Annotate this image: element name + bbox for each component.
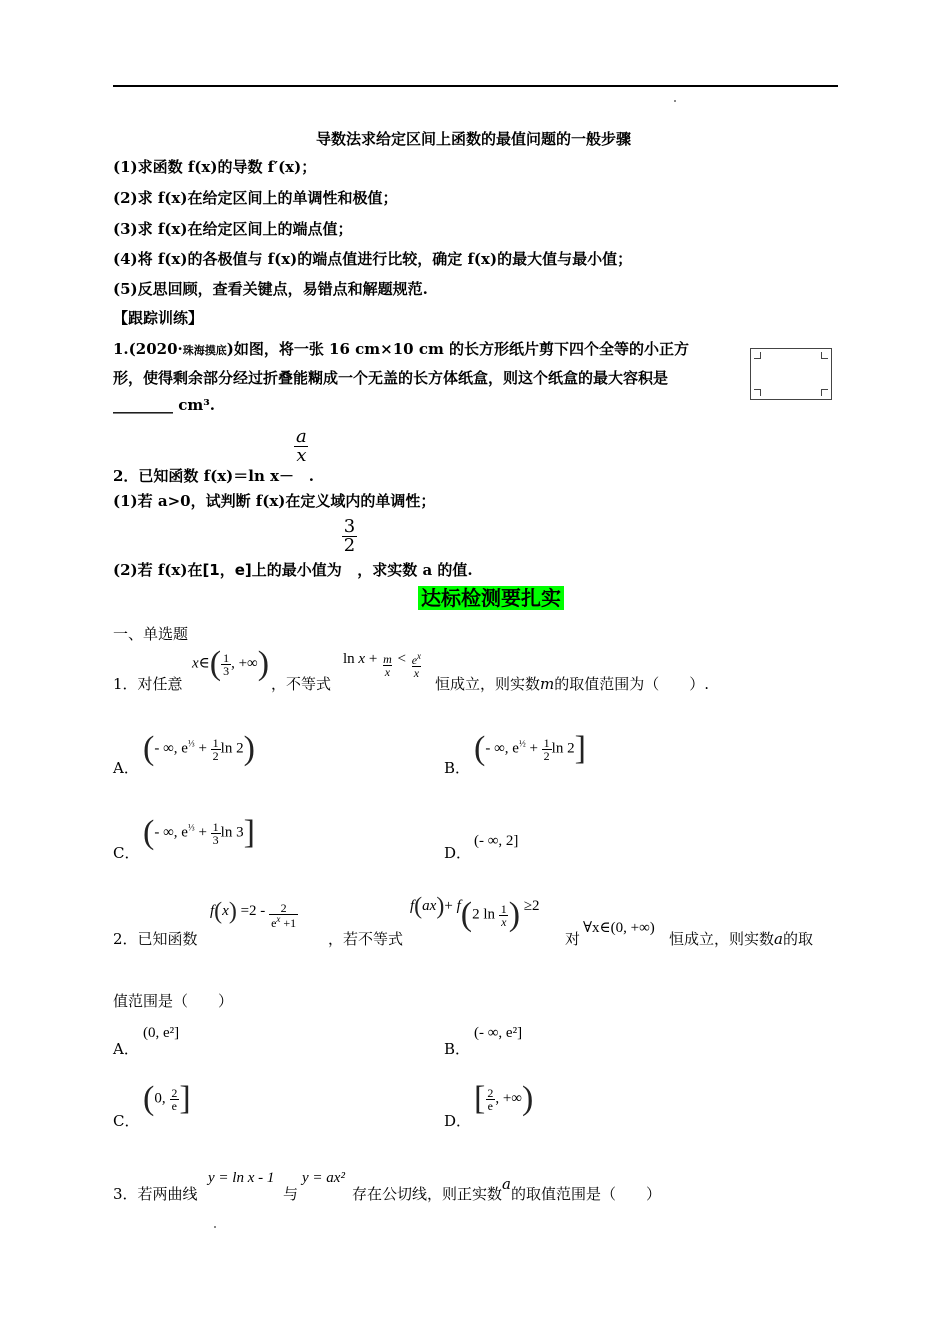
q3-curve2: y = ax² <box>302 1170 345 1186</box>
q3-suffix2: 的取值范围是（ ） <box>510 1185 661 1203</box>
q2-mid: ，若不等式 <box>328 930 404 948</box>
frac-den: 2 <box>343 535 356 556</box>
train2-stem-suffix: . <box>308 466 314 485</box>
train1-line1 <box>113 338 689 359</box>
train2-fraction <box>294 428 309 465</box>
section-title-text: 达标检测要扎实 <box>418 586 564 610</box>
part2-mid: 上的最小值为 <box>251 560 342 579</box>
part2-suffix: ，求实数 a 的值. <box>357 560 473 579</box>
train2-stem-prefix: 2．已知函数 f(x)＝ln x－ <box>113 466 295 485</box>
train1-source: 珠海摸底 <box>182 344 227 357</box>
section-title <box>418 582 564 611</box>
q2-tail <box>669 928 813 949</box>
train1-prefix: 1.(2020· <box>113 340 183 358</box>
train1-text-a: )如图，将一张 16 cm×10 cm 的长方形纸片剪下四个全等的小正方 <box>226 340 690 358</box>
q2-prefix: 2．已知函数 <box>113 930 198 948</box>
frac-den: x <box>296 445 307 466</box>
frac-num: a <box>296 426 307 447</box>
q1-option-a[interactable]: (- ∞, $e^{\frac{1}{3}}$ + $\frac{1}{2}$ ln 2) <box>143 730 255 767</box>
train2-part1: (1)若 a>0，试判断 f(x)在定义域内的单调性； <box>113 492 436 510</box>
q1-option-d[interactable]: (- ∞, 2] <box>474 833 519 849</box>
q1-option-d-label: D． <box>444 844 472 862</box>
q2-inequality: f(ax)+ f(2 ln $\frac{1}{x}$ ) ≥2 <box>410 894 540 933</box>
frac-third: $\frac{1}{3}$ <box>223 650 230 678</box>
header-rule <box>113 85 838 87</box>
step-item: (1)求函数 f(x)的导数 f′(x)； <box>113 158 317 176</box>
q1-option-a-label: A． <box>113 759 139 777</box>
q3-suffix: 存在公切线，则正实数 <box>352 1185 503 1203</box>
section-subtitle: 一、单选题 <box>113 625 189 643</box>
training-label: 【跟踪训练】 <box>113 309 204 327</box>
frac-num: 3 <box>343 516 356 537</box>
q1-option-b-label: B． <box>444 759 471 777</box>
q2-option-d-label: D． <box>444 1112 472 1130</box>
train2-stem <box>113 426 314 485</box>
q1-tail <box>435 673 709 694</box>
step-item: (2)求 f(x)在给定区间上的单调性和极值； <box>113 189 398 207</box>
part2-fraction <box>342 518 357 555</box>
q3-prefix: 3．若两曲线 <box>113 1185 198 1203</box>
q1-option-c[interactable]: (- ∞, $e^{\frac{1}{3}}$ + $\frac{1}{3}$ ln 3] <box>143 814 255 851</box>
paper-rectangle-figure <box>750 348 832 400</box>
q2-option-c[interactable]: (0, $\frac{2}{e}$ ] <box>143 1080 191 1117</box>
train2-part2 <box>113 516 473 579</box>
part2-prefix: (2)若 f(x)在 <box>113 560 203 579</box>
q2-option-b-label: B． <box>444 1040 471 1058</box>
q1-option-c-label: C． <box>113 844 140 862</box>
cut-corner <box>821 352 828 359</box>
train1-line3 <box>113 396 215 414</box>
q1-mid: ，不等式 <box>271 675 332 693</box>
stray-mark <box>674 100 676 102</box>
step-item: (3)求 f(x)在给定区间上的端点值； <box>113 220 353 238</box>
q3-tail <box>352 1175 661 1204</box>
q2-option-a[interactable]: (0, e²] <box>143 1025 180 1041</box>
q2-line2: 值范围是（ ） <box>113 992 234 1010</box>
cut-corner <box>754 389 761 396</box>
answer-blank: ________ <box>113 396 173 414</box>
q2-suffix: 恒成立，则实数 <box>669 930 775 948</box>
cut-corner <box>821 389 828 396</box>
q1-domain-var: x∈ <box>192 655 210 672</box>
cut-corner <box>754 352 761 359</box>
q2-for: 对 <box>565 930 581 948</box>
q1-inequality: ln x + $\frac{m}{x}$ < $\frac{e^x}{x}$ <box>343 650 422 680</box>
q3-var: a <box>502 1175 511 1193</box>
stray-mark <box>214 1226 216 1228</box>
section-heading: 导数法求给定区间上函数的最值问题的一般步骤 <box>316 130 632 148</box>
q2-forall: ∀x∈(0, +∞) <box>583 920 655 936</box>
q3-mid: 与 <box>283 1185 299 1203</box>
q1-var: m <box>540 675 555 693</box>
train1-unit: cm³. <box>173 396 216 414</box>
q1-domain: x∈( $\frac{1}{3}$ , +∞) <box>192 645 270 682</box>
q2-option-a-label: A． <box>113 1040 139 1058</box>
train1-line2: 形，使得剩余部分经过折叠能糊成一个无盖的长方体纸盒，则这个纸盒的最大容积是 <box>113 369 669 387</box>
q2-var: a <box>774 930 783 948</box>
q2-function: f(x) =2 - $\frac{2}{e^x +1}$ <box>210 898 297 930</box>
step-item: (4)将 f(x)的各极值与 f(x)的端点值进行比较，确定 f(x)的最大值与最小值； <box>113 250 633 268</box>
part2-interval: [1，e] <box>202 560 252 579</box>
q2-option-c-label: C． <box>113 1112 140 1130</box>
q2-suffix2: 的取 <box>782 930 813 948</box>
q1-prefix: 1．对任意 <box>113 675 183 693</box>
q1-ineq-mid: 恒成立，则实数 <box>435 675 541 693</box>
q1-option-b[interactable]: (- ∞, $e^{\frac{1}{2}}$ + $\frac{1}{2}$ ln 2] <box>474 730 586 767</box>
step-item: (5)反思回顾，查看关键点，易错点和解题规范. <box>113 280 428 298</box>
q2-option-d[interactable]: [ $\frac{2}{e}$ , +∞) <box>474 1080 534 1117</box>
q1-suffix: 的取值范围为（ ）. <box>554 675 710 693</box>
q3-curve1: y = ln x - 1 <box>208 1170 275 1186</box>
q2-option-b[interactable]: (- ∞, e²] <box>474 1025 523 1041</box>
